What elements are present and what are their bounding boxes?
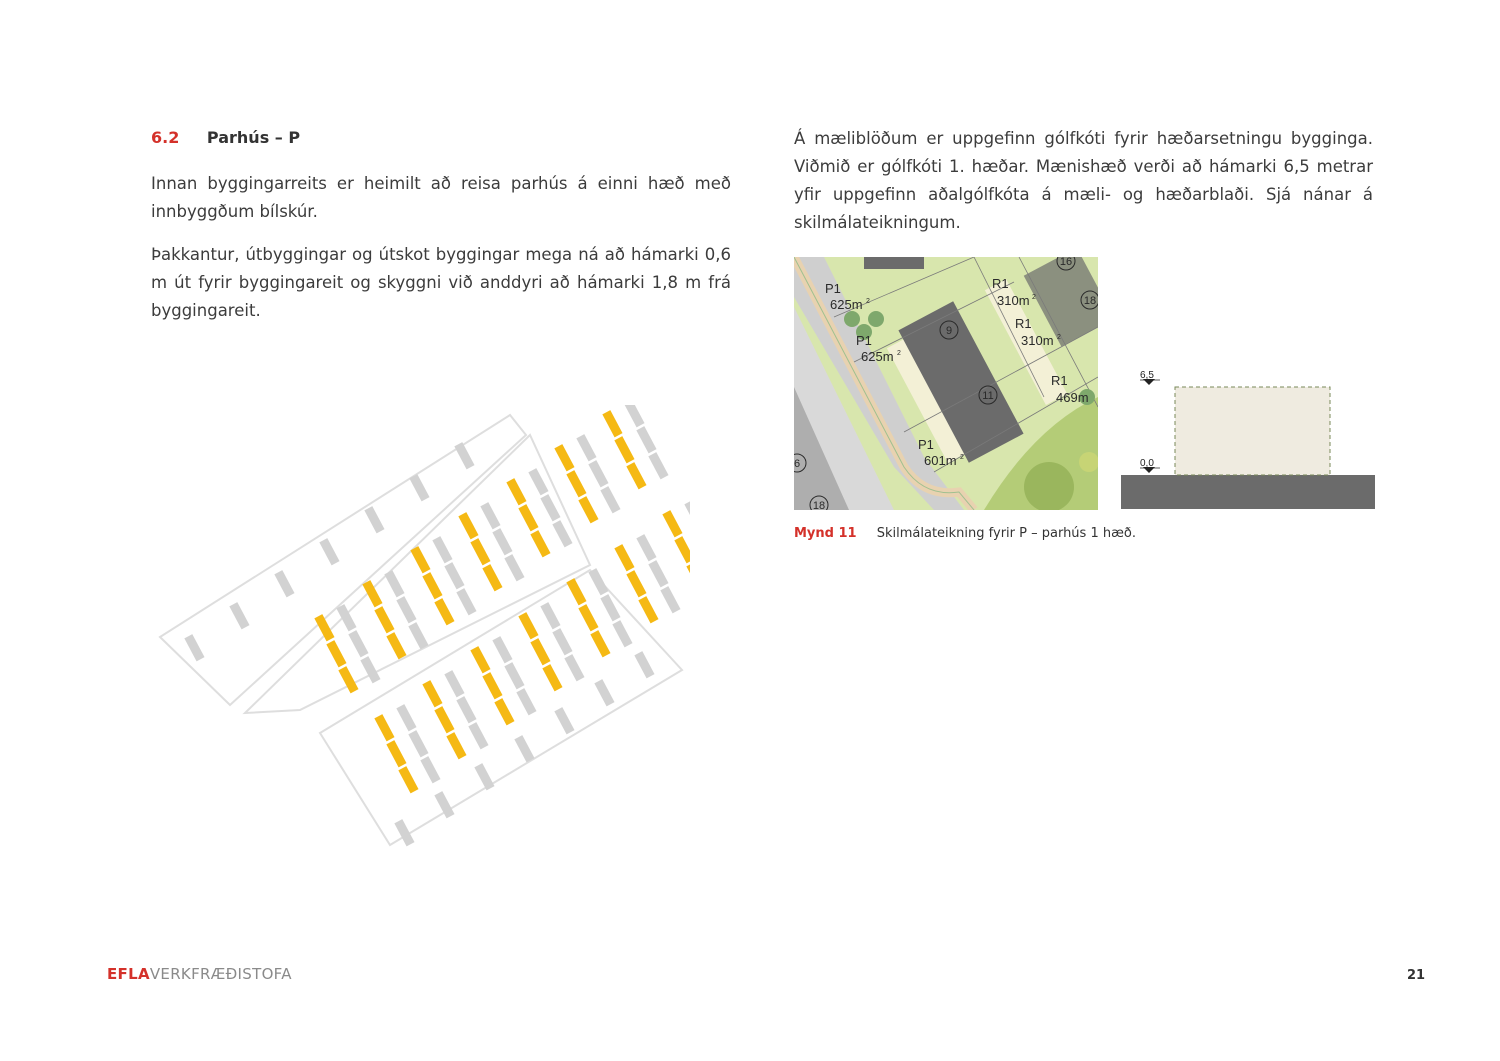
highlighted-house	[566, 578, 586, 605]
house-block	[492, 636, 512, 663]
house-block	[319, 538, 339, 565]
highlighted-house	[422, 572, 442, 599]
house-block	[456, 588, 476, 615]
sup-a: 2	[866, 298, 870, 305]
house-block	[409, 474, 429, 501]
house-block	[348, 630, 368, 657]
highlighted-house	[590, 630, 610, 657]
plot-label-b: P1	[856, 333, 872, 348]
highlighted-house	[638, 596, 658, 623]
house-block	[624, 405, 644, 427]
house-block	[408, 622, 428, 649]
highlighted-house	[434, 706, 454, 733]
highlighted-house	[614, 544, 634, 571]
figure-caption	[794, 526, 1136, 541]
house-block	[648, 452, 668, 479]
plot-area-f: 469m	[1056, 390, 1089, 405]
highlighted-house	[446, 732, 466, 759]
house-number-9: 9	[945, 325, 953, 337]
plot-area-c: 601m	[924, 453, 957, 468]
highlighted-house	[362, 580, 382, 607]
house-block	[588, 460, 608, 487]
house-block	[514, 735, 534, 762]
house-block	[684, 500, 690, 527]
sup-e: 2	[1057, 334, 1061, 341]
house-block	[432, 536, 452, 563]
section-title: Parhús – P	[206, 128, 301, 147]
highlighted-house	[554, 444, 574, 471]
highlighted-house	[326, 640, 346, 667]
highlighted-house	[518, 504, 538, 531]
house-block	[456, 696, 476, 723]
house-number-16: 16	[1059, 257, 1073, 268]
house-block	[434, 791, 454, 818]
house-block	[540, 602, 560, 629]
highlighted-house	[482, 564, 502, 591]
figure-label: Mynd 11	[794, 526, 857, 541]
height-section-drawing	[1120, 365, 1376, 511]
house-block	[420, 756, 440, 783]
brand-name: EFLA	[107, 965, 150, 983]
house-block	[564, 654, 584, 681]
house-number-6: 6	[794, 458, 801, 470]
brand-suffix: VERKFRÆÐISTOFA	[149, 965, 292, 983]
plot-label-e: R1	[1015, 316, 1032, 331]
house-block	[636, 426, 656, 453]
ground-level-label: 0,0	[1140, 458, 1154, 469]
highlighted-house	[386, 632, 406, 659]
house-block	[540, 494, 560, 521]
plot-area-a: 625m	[830, 297, 863, 312]
house-block	[444, 670, 464, 697]
highlighted-house	[506, 478, 526, 505]
house-block	[612, 620, 632, 647]
house-block	[444, 562, 464, 589]
highlighted-house	[530, 638, 550, 665]
highlighted-house	[410, 546, 430, 573]
house-block	[504, 662, 524, 689]
house-block	[600, 594, 620, 621]
top-level-label: 6,5	[1140, 370, 1154, 381]
plot-area-d: 310m	[997, 293, 1030, 308]
highlighted-house	[530, 530, 550, 557]
paragraph-projections: Þakkantur, útbyggingar og útskot byggingar mega ná að hámarki 0,6 m út fyrir byggingareit og skyggni við anddyri að hámarki 1,8 m frá byggingareit.	[151, 245, 731, 320]
house-block	[552, 520, 572, 547]
house-block	[576, 434, 596, 461]
highlighted-house	[542, 664, 562, 691]
house-number-18a: 18	[1083, 295, 1097, 307]
section-heading	[151, 128, 300, 147]
highlighted-house	[662, 510, 682, 537]
house-block	[600, 486, 620, 513]
highlighted-house	[434, 598, 454, 625]
highlighted-house	[386, 740, 406, 767]
page-number: 21	[1407, 968, 1426, 983]
highlighted-house	[374, 606, 394, 633]
highlighted-house	[578, 496, 598, 523]
highlighted-house	[458, 512, 478, 539]
plot-label-a: P1	[825, 281, 841, 296]
plot-label-f: R1	[1051, 373, 1068, 388]
house-block	[648, 560, 668, 587]
house-block	[660, 586, 680, 613]
house-block	[396, 596, 416, 623]
house-number-18b: 18	[812, 500, 826, 510]
plot-area-e: 310m	[1021, 333, 1054, 348]
house-block	[480, 502, 500, 529]
house-block	[384, 570, 404, 597]
highlighted-house	[626, 462, 646, 489]
house-block	[554, 707, 574, 734]
highlighted-house	[398, 766, 418, 793]
house-block	[396, 704, 416, 731]
highlighted-house	[374, 714, 394, 741]
highlighted-house	[494, 698, 514, 725]
highlighted-house	[614, 436, 634, 463]
highlighted-house	[482, 672, 502, 699]
highlighted-house	[674, 536, 690, 563]
highlighted-house	[470, 646, 490, 673]
building-blocks	[184, 405, 690, 846]
house-block	[588, 568, 608, 595]
house-block	[492, 528, 512, 555]
section-number: 6.2	[151, 128, 180, 147]
figure-caption-text: Skilmálateikning fyrir P – parhús 1 hæð.	[876, 526, 1136, 541]
highlighted-house	[422, 680, 442, 707]
house-number-11: 11	[982, 390, 994, 402]
house-block	[552, 628, 572, 655]
footer-logo	[107, 965, 292, 983]
house-block	[229, 602, 249, 629]
highlighted-house	[626, 570, 646, 597]
house-block	[454, 442, 474, 469]
paragraph-building-permit: Innan byggingarreits er heimilt að reisa parhús á einni hæð með innbyggðum bílskúr.	[151, 174, 731, 221]
house-block	[636, 534, 656, 561]
highlighted-house	[578, 604, 598, 631]
sup-c: 2	[960, 454, 964, 461]
highlighted-house	[602, 410, 622, 437]
house-block	[474, 763, 494, 790]
sup-d: 2	[1032, 294, 1036, 301]
house-block	[364, 506, 384, 533]
highlighted-house	[518, 612, 538, 639]
sup-b: 2	[897, 350, 901, 357]
highlighted-house	[566, 470, 586, 497]
house-block	[184, 634, 204, 661]
house-block	[634, 651, 654, 678]
paragraph-floor-levels: Á mæliblöðum er uppgefinn gólfkóti fyrir hæðarsetningu bygginga. Viðmið er gólfkóti 1. hæðar. Mænishæð verði að hámarki 6,5 metrar yfir uppgefinn aðalgólfkóta á mæli- og hæðarblaði. Sjá nánar á skilmálateikningum.	[794, 129, 1373, 232]
plot-label-d: R1	[992, 276, 1009, 291]
plot-area-b: 625m	[861, 349, 894, 364]
house-block	[516, 688, 536, 715]
house-block	[594, 679, 614, 706]
site-plan-axonometric	[150, 405, 690, 855]
house-block	[528, 468, 548, 495]
house-block	[504, 554, 524, 581]
highlighted-house	[686, 562, 690, 589]
detail-plot-map	[794, 257, 1098, 510]
house-block	[468, 722, 488, 749]
highlighted-house	[470, 538, 490, 565]
plot-label-c: P1	[918, 437, 934, 452]
house-block	[408, 730, 428, 757]
house-block	[274, 570, 294, 597]
